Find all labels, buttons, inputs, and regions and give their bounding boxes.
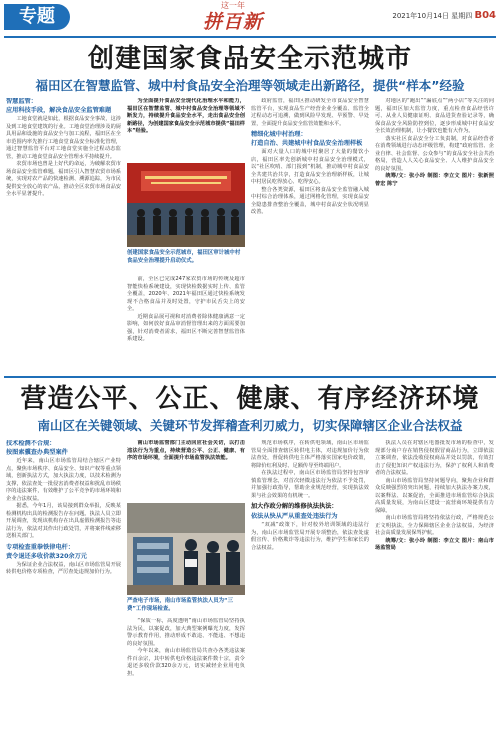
story1-photo <box>127 163 245 247</box>
story2-column-2 <box>127 618 245 746</box>
story2-subhead: 南山区在关键领域、关键环节发挥稽查利刃威力，切实保障辖区企业合法权益 <box>37 418 463 433</box>
story2-col1-p1: 近年来，南山区市场监管局结合辖区产业特点，聚焦市场秩序、食品安全、知识产权等重点领域，创新执法方式，加大执法力度，以技术检测为支撑，依法查处一批侵害消费者权益和扰乱市场秩序的违法案件，有效维护了公平竞争的市场环境和企业合法权益。 <box>6 458 121 502</box>
brand-small: 这一年 <box>221 1 245 10</box>
story1-headline: 创建国家食品安全示范城市 <box>87 44 412 74</box>
page-number: B04 <box>474 10 496 21</box>
story2-col4-p3: 南山市场监管局将坚持依法行政，严格规范公正文明执法，全力保障辖区企业合法权益，为经济社会高质量发展保驾护航。 <box>375 515 494 536</box>
story1-byline: 统筹/文：张小玲 制图：李立文 图片：张新照 曾宏 陈宁 <box>375 173 494 187</box>
story1-photo-caption: 创建国家食品安全示范城市，福田区审计城中村食品安全治理提升启动仪式。 <box>127 250 241 264</box>
story1-sub3: 精细化城中村治理： <box>251 131 307 138</box>
story1-sub1: 智慧监管： <box>6 98 37 105</box>
story2-sub3b: 依法从快从严从重查处违法行为 <box>251 513 338 520</box>
story1-col2-p3: 近期食品展可视和对消费者除体健康满意一定影响，如何放好食品审消督管理出来的方面需要加强，针对消费者需求，福田区不断完善智慧监管体系建设。 <box>127 313 245 342</box>
story2-sub1: 技术检测不合规： <box>6 440 56 447</box>
story2-photo-caption: 严查电子市场，南山市场监管执法人员为“三费”工作现场检查。 <box>127 598 233 612</box>
story1-column-1 <box>6 98 121 370</box>
story2-sub1d: 责令退还多收价款320余万元 <box>6 552 87 560</box>
page-header <box>0 0 500 36</box>
section-divider <box>4 376 496 378</box>
issue-date: 2021年10月14日 星期四 <box>392 12 473 20</box>
story2-sub3: 加大作政分解的维修执法执法： <box>251 503 338 510</box>
brand-big: 拼百新 <box>202 11 263 33</box>
story2-sub1c: 专项检查重拳铁律电杆： <box>6 543 75 551</box>
story2-column-3 <box>251 440 369 746</box>
story2-col4-p1: 执法人员在对辖区电器批发市场的检查中，发现部分商户存在销售侵权假冒商品行为，立即依法立案调查，依法没收侵权商品并处以罚款，有效打击了侵犯知识产权违法行为，保护了权利人和消费者的合法权益。 <box>375 440 494 476</box>
story1-col3-p3: 整合各类资源，福田区将食品安全监管融入城中村综合治理体系，通过网格化管理，实现食品安全隐患排查整治全覆盖，城中村食品安全状况明显改善。 <box>251 186 369 215</box>
story2-column-4 <box>375 440 494 746</box>
story2-sub1b: 按图索骥查办典型案件 <box>6 449 68 456</box>
section-badge: 专题 <box>4 4 70 30</box>
story1-column-2 <box>127 276 245 370</box>
story1-column-2-lead <box>127 98 245 160</box>
story2-col1-p2: 据悉，今年1月，该局接到群众举报，反映某检测机构出具的检测报告存在问题。执法人员立即开展调查，发现该机构存在出具虚假检测报告等违法行为，依法对其作出行政处罚，并将案件线索移送相关部门。 <box>6 503 121 539</box>
story1-col3-p1: 政府监管，福田区推动研发全市食品安全智慧监管平台，实现食品生产经营企业全覆盖、监管全过程动态可追溯，做到风险早发现、早预警、早处置，全面提升食品安全监管效能和水平。 <box>251 98 369 127</box>
brand-logo <box>168 1 298 35</box>
story1-col2-p1: 为全面提升食品安全现代化治理水平和能力，福田区在智慧监管、城中村食品安全治理等领域不断发力，持续提升食品安全水平，走出食品安全创新路径，为创建国家食品安全示范城市提供“福田样本”经验。 <box>127 98 245 134</box>
header-rule <box>4 36 496 38</box>
story1-sub1b: 应用科技手段，解决食品安全监管难题 <box>6 107 112 114</box>
story2-col2-p3: 今年以来，南山市场监管局共查办各类违法案件百余宗，其中转供电价格违法案件数十宗，责令退还多收价款320余万元，切实减轻企业用电负担。 <box>127 648 245 677</box>
story2-col3-p2: 在执法过程中，南山区市场监管局坚持包容审慎监管理念，对首次轻微违法行为依法不予处罚，并加强行政指导，帮助企业规范经营，实现执法效果与社会效果的有机统一。 <box>251 470 369 499</box>
story1-sub3b: 打造自治、共建城中村食品安全治理样板 <box>251 140 363 147</box>
story1-col4-p1: 对地区的“跑出”“漏底点”“两小店”等关注的问题，福田区加大监管力度，重点检查食品经营许可、从业人员健康证明、食品进货查验记录等，确保食品安全风险防控到位，逐步形成城中村食品安全长效治理机制，让小餐饮也能有大作为。 <box>375 98 494 134</box>
story1-col3-p2: 面对大量人口的城中村聚居了大量的餐饮小店，福田区率先创新城中村食品安全治理模式，以“社区吹哨、部门报到”机制，推动城中村食品安全共建共治共享，打造食品安全治理新样板，让城中村居民吃得放心、吃得安心。 <box>251 149 369 185</box>
story1-column-4 <box>375 98 494 370</box>
story1-column-3 <box>251 98 369 370</box>
story2-col4-p2: 南山市场监管局坚持问题导向，聚焦企业和群众反映强烈的突出问题，持续加大执法办案力度，以案释法、以案促治，全面推进市场监管综合执法高质量发展，为南山区建设一流营商环境提供有力保障。 <box>375 477 494 514</box>
story2-headline: 营造公平、公正、健康、有序经济环境 <box>20 384 480 414</box>
story2-photo <box>127 503 245 595</box>
story1-col1-p2: 农贸市场也曾是上好代的命运，为破解农贸市场食品安全监管难题，福田区引入智慧农贸市场系统，实现对农产品的快速检测、溯源追踪，为市民提供安全放心的农产品，推动全区农贸市场食品安全水平显著提升。 <box>6 161 121 197</box>
story1-col4-p2: 落实社区食品安全分工负责制，对食品经营者在消费领域进行动态评级管理，构建“政府监管、企业自律、社会监督、公众参与”的食品安全社会共治格局，营造人人关心食品安全、人人维护食品安全的良好氛围。 <box>375 135 494 172</box>
inspection-photo <box>127 503 245 595</box>
story1-subhead: 福田区在智慧监管、城中村食品安全治理等领域走出新路径，提供“样本”经验 <box>35 78 465 93</box>
story1-col1-p1: 工地食堂就是如此，根据食品安全事故，这涉及到工地食堂建筑的行业。工地食堂治理涉及的厨具用品和设施的食品安全与加工流程，福田区在全市范围内率先推行工地食堂食品安全标准化管理，通过智慧监管平台对工地食堂实施全过程动态监管，推动工地食堂食品安全管理水平持续提升。 <box>6 116 121 160</box>
story2-col1-p3: 为保证企业合法权益，南山区市场监管局开展转供电价格专项检查，严厉查处违规加价行为。 <box>6 561 121 575</box>
story2-column-2-lead <box>127 440 245 500</box>
dateline <box>392 10 496 21</box>
story2-col2-p2: “保质一标，高度透明”南山市场监管局坚持执法为民，以案促改，加大典型案例曝光力度，发挥警示教育作用，推动形成不敢违、不能违、不想违的良好氛围。 <box>127 618 245 647</box>
story2-col2-p1: 南山市场监管部门主动回应社会关切，以打击违法行为为重点，持续营造公平、公正、健康、有序的市场环境，全面提升市场监管执法效能。 <box>127 440 245 461</box>
ceremony-photo <box>127 163 245 247</box>
story2-col3-p3: “双减”政策下，针对校外培训领域的违法行为，南山区市场监管局开展专项整治，依法查处虚假宣传、价格欺诈等违法行为，维护学生和家长的合法权益。 <box>251 522 369 551</box>
story2-byline: 统筹/文：张小玲 制图：李立文 图片：南山市场监管局 <box>375 537 494 551</box>
story1-col2-p2: 前，全区已完成247家农贸市场的传统及超市智能快检系统建设，实现快检数据实时上传、监管全覆盖，2020年、2021年福田区通过快检系统发现不合格食品并及时处置，守护市民舌尖上的安全。 <box>127 276 245 312</box>
story2-column-1 <box>6 440 121 746</box>
story2-col3-p1: 规范市场秩序，在转供电领域，南山区市场监管局全面排查辖区转供电主体，对违规加价行为依法查处，督促转供电主体严格落实国家电价政策，将降价红利及时、足额传导至终端用户。 <box>251 440 369 469</box>
